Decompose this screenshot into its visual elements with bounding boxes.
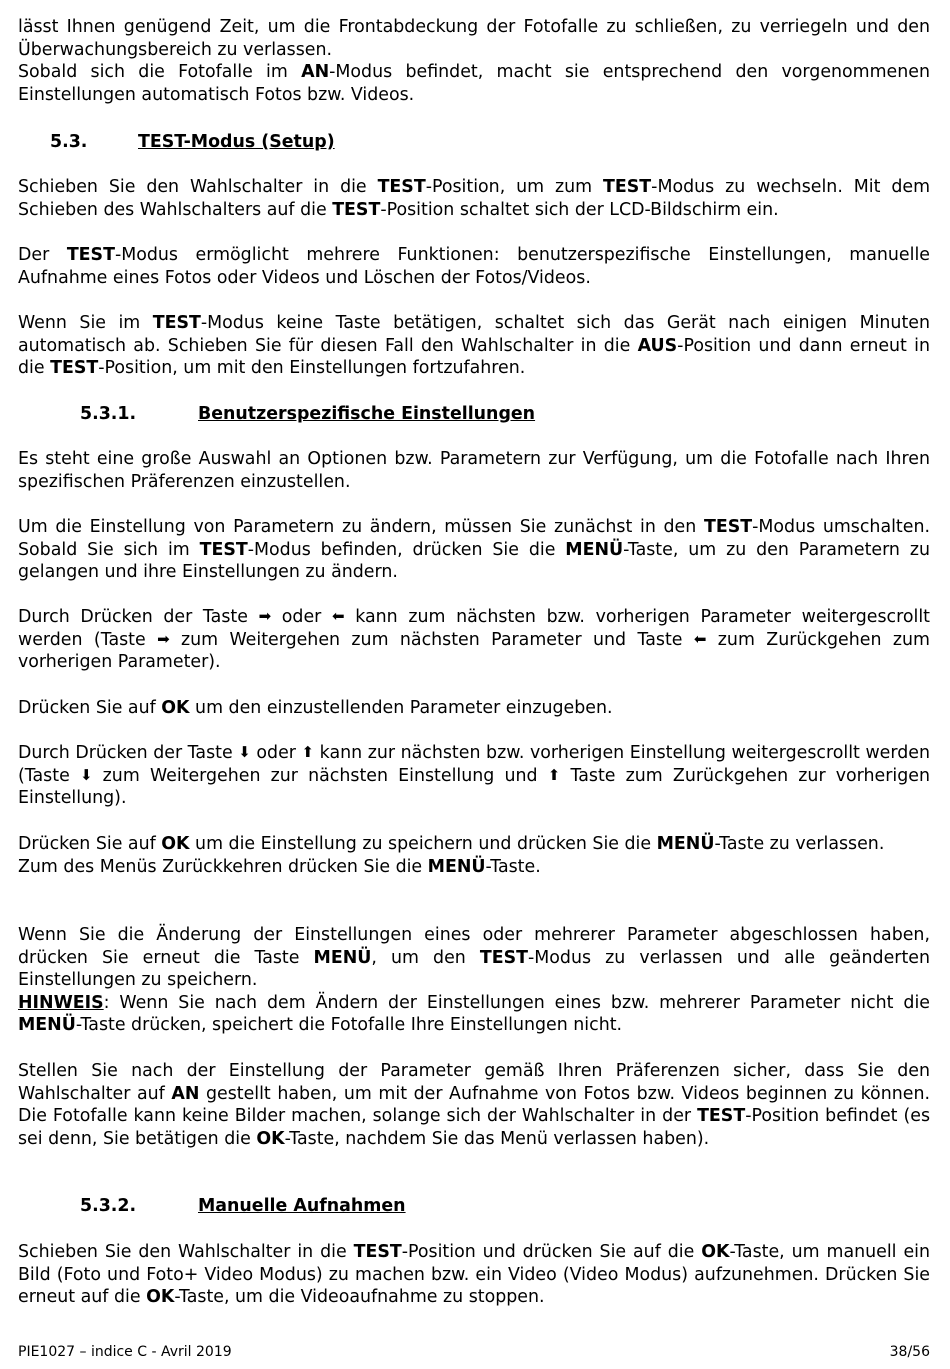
section-number-5-3-1: 5.3.1. xyxy=(80,404,137,424)
section-title-5-3: TEST-Modus (Setup) xyxy=(138,132,335,152)
paragraph-4: Es steht eine große Auswahl an Optionen bzw. Parametern zur Verfügung, um die Fotofalle nach Ihren spezifischen Präferenzen einzustellen. xyxy=(18,449,930,492)
paragraph-10: Zum des Menüs Zurückkehren drücken Sie die xyxy=(18,856,428,877)
paragraph-14: Schieben Sie den Wahlschalter in die TEST-Position und drücken Sie auf die OK-Taste, um manuell ein Bild (Foto und Foto+ Video Modus) zu machen bzw. ein Video (Video Modus) aufzunehmen. Drücken Sie erneut auf die OK-Taste, um die Videoaufnahme zu stoppen. xyxy=(18,1242,930,1308)
arrow-down-icon: ⬇ xyxy=(79,765,93,784)
paragraph-11: Wenn Sie die Änderung der Einstellungen eines oder mehrerer Parameter abgeschlossen haben, drücken Sie erneut die Taste MENÜ, um den TEST-Modus zu verlassen und alle geänderten Einstellungen zu speichern. HINWEIS: Wenn Sie nach dem Ändern der Einstellungen eines bzw. mehrerer Parameter nicht die MENÜ-Taste drücken, speichert die Fotofalle Ihre Einstellungen nicht. xyxy=(18,925,930,1036)
arrow-right-icon: ➡ xyxy=(258,607,272,625)
paragraph-1: Schieben Sie den Wahlschalter in die TEST-Position, um zum TEST-Modus zu wechseln. Mit dem Schieben des Wahlschalters auf die TEST-Position schaltet sich der LCD-Bildschirm ein. xyxy=(18,177,931,220)
arrow-right-icon: ➡ xyxy=(157,629,170,648)
paragraph-9: Drücken Sie auf OK um die Einstellung zu speichern und drücken Sie die MENÜ-Taste zu verlassen. Zum des Menüs Zurückkehren drücken Sie die MENÜ-Taste. xyxy=(18,834,885,877)
arrow-down-icon: ⬇ xyxy=(238,743,251,761)
arrow-up-icon: ⬆ xyxy=(301,743,315,761)
arrow-up-icon: ⬆ xyxy=(547,765,561,784)
paragraph-7: Drücken Sie auf OK um den einzustellenden Parameter einzugeben. xyxy=(18,698,613,718)
section-title-5-3-1: Benutzerspezifische Einstellungen xyxy=(198,404,536,424)
footer-document-id: PIE1027 – indice C - Avril 2019 xyxy=(18,1344,232,1360)
arrow-left-icon: ⬅ xyxy=(331,607,345,625)
paragraph-2: Der TEST-Modus ermöglicht mehrere Funktionen: benutzerspezifische Einstellungen, manuelle Aufnahme eines Fotos oder Videos und Löschen der Fotos/Videos. xyxy=(18,245,930,288)
paragraph-13: Stellen Sie nach der Einstellung der Parameter gemäß Ihren Präferenzen sicher, dass Sie den Wahlschalter auf AN gestellt haben, um mit der Aufnahme von Fotos bzw. Videos beginnen zu können. Die Fotofalle kann keine Bilder machen, solange sich der Wahlschalter in der TEST-Position befindet (es sei denn, Sie betätigen die OK-Taste, nachdem Sie das Menü verlassen haben). xyxy=(18,1061,931,1149)
paragraph-5: Um die Einstellung von Parametern zu ändern, müssen Sie zunächst in den TEST-Modus umschalten. Sobald Sie sich im TEST-Modus befinden, drücken Sie die MENÜ-Taste, um zu den Parametern zu gelangen und ihre Einstellungen zu ändern. xyxy=(18,517,930,583)
arrow-left-icon: ⬅ xyxy=(693,629,707,648)
paragraph-6: Durch Drücken der Taste ➡ oder ⬅ kann zum nächsten bzw. vorherigen Parameter weitergescrollt werden (Taste ➡ zum Weitergehen zum nächsten Parameter und Taste ⬅ zum Zurückgehen zum vorherigen Parameter). xyxy=(18,607,930,673)
paragraph-8: Durch Drücken der Taste ⬇ oder ⬆ kann zur nächsten bzw. vorherigen Einstellung weitergescrollt werden (Taste ⬇ zum Weitergehen zur nächsten Einstellung und ⬆ Taste zum Zurückgehen zur vorherigen Einstellung). xyxy=(18,743,930,809)
paragraph-3: Wenn Sie im TEST-Modus keine Taste betätigen, schaltet sich das Gerät nach einigen Minuten automatisch ab. Schieben Sie für diesen Fall den Wahlschalter in die AUS-Position und dann erneut in die TEST-Position, um mit den Einstellungen fortzufahren. xyxy=(18,313,930,379)
intro-text: lässt Ihnen genügend Zeit, um die Frontabdeckung der Fotofalle zu schließen, zu verriegeln und den Überwachungsbereich zu verlassen. xyxy=(18,17,930,60)
section-title-5-3-2: Manuelle Aufnahmen xyxy=(198,1196,406,1216)
section-number-5-3: 5.3. xyxy=(50,132,88,152)
intro-paragraph: lässt Ihnen genügend Zeit, um die Frontabdeckung der Fotofalle zu schließen, zu verriegeln und den Überwachungsbereich zu verlassen. Sobald sich die Fotofalle im AN-Modus befindet, macht sie entsprechend den vorgenommenen Einstellungen automatisch Fotos bzw. Videos. xyxy=(18,17,931,105)
section-number-5-3-2: 5.3.2. xyxy=(80,1196,137,1216)
footer-page-number: 38/56 xyxy=(889,1344,930,1360)
hinweis-label: HINWEIS xyxy=(18,992,104,1013)
